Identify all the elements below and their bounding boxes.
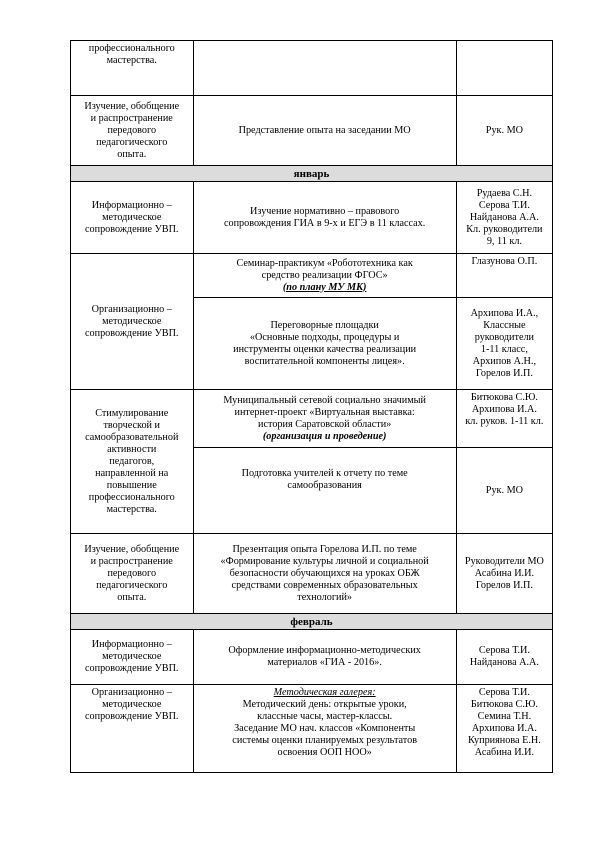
cell-line: безопасности обучающихся на уроках ОБЖ [229, 567, 420, 579]
cell-line: инструменты оценки качества реализации [233, 343, 417, 355]
activity-cell [193, 390, 456, 448]
activity-cell [193, 298, 456, 390]
cell-line: педагогического [96, 579, 168, 591]
direction-cell [71, 390, 194, 534]
cell-line: Изучение, обобщение [84, 100, 180, 112]
cell-line: кл. руков. 1-11 кл. [465, 416, 544, 427]
cell-line: Методический день: открытые уроки, [242, 699, 407, 710]
month-label: февраль [71, 614, 553, 630]
cell-line: сопровождения ГИА в 9-х и ЕГЭ в 11 классах. [223, 217, 426, 229]
cell-line: Архипова И.А., [470, 307, 539, 319]
cell-line: Изучение, обобщение [84, 543, 180, 555]
cell-line: Переговорные площадки [270, 319, 379, 331]
cell-line: Битюкова С.Ю. [470, 392, 538, 403]
cell-line: Асабина И.И. [474, 567, 535, 579]
direction-cell [71, 41, 194, 96]
cell-line: Руководители МО [464, 555, 544, 567]
cell-line: повышение [106, 479, 157, 491]
cell-line: материалов «ГИА - 2016». [267, 657, 382, 668]
activity-cell [193, 534, 456, 614]
direction-cell [71, 685, 194, 773]
month-row [71, 614, 553, 630]
cell-line: история Саратовской области» [258, 418, 392, 430]
activity-cell [193, 96, 456, 166]
cell-line: Презентация опыта Горелова И.П. по теме [232, 543, 417, 555]
table-row [71, 41, 553, 96]
cell-line: технологий» [297, 591, 352, 603]
cell-line: Стимулирование [95, 407, 169, 419]
table-row [71, 254, 553, 298]
direction-cell [71, 534, 194, 614]
cell-line: Глазунова О.П. [471, 256, 538, 267]
cell-line: классные часы, мастер-классы. [257, 711, 393, 722]
table-row [71, 96, 553, 166]
cell-line: «Формирование культуры личной и социальной [220, 555, 429, 567]
responsible-cell [456, 96, 552, 166]
direction-cell [71, 182, 194, 254]
cell-line: педагогического [96, 136, 168, 148]
cell-line: Битюкова С.Ю. [470, 699, 538, 710]
cell-line: педагогов, [109, 455, 155, 467]
cell-line: сопровождение УВП. [85, 711, 179, 722]
cell-line: методическое [102, 699, 162, 710]
cell-line: средство реализации ФГОС» [261, 269, 388, 281]
cell-line: Муниципальный сетевой социально значимый [223, 394, 426, 406]
table-row [71, 630, 553, 685]
responsible-cell [456, 448, 552, 534]
cell-line: самообразования [287, 480, 362, 491]
cell-line: Изучение нормативно – правового [250, 205, 400, 217]
activity-cell [193, 630, 456, 685]
cell-line: методическое [102, 315, 162, 327]
direction-cell [71, 630, 194, 685]
cell-line: Асабина И.И. [474, 747, 535, 758]
direction-cell [71, 96, 194, 166]
cell-line: сопровождение УВП. [85, 663, 179, 674]
cell-line: опыта. [117, 148, 147, 160]
responsible-cell [456, 41, 552, 96]
cell-line: 1-11 класс, [480, 343, 528, 355]
cell-line: творческой и [103, 419, 161, 431]
table-row [71, 534, 553, 614]
cell-line: Подготовка учителей к отчету по теме [241, 468, 408, 479]
responsible-cell [456, 254, 552, 298]
cell-line: «Основные подходы, процедуры и [249, 331, 400, 343]
cell-note: (по плану МУ МК) [282, 281, 367, 293]
cell-line: Кл. руководители [466, 223, 543, 235]
cell-line: Найданова А.А. [469, 657, 539, 668]
cell-line: Классные [483, 319, 526, 331]
cell-line: Заседание МО нач. классов «Компоненты [234, 723, 416, 734]
cell-line: 9, 11 кл. [486, 235, 522, 247]
responsible-cell [456, 534, 552, 614]
cell-line: Серова Т.И. [478, 645, 530, 656]
activity-cell [193, 254, 456, 298]
responsible-cell [456, 390, 552, 448]
cell-line: Рук. МО [485, 124, 523, 136]
cell-line: самообразовательной [85, 431, 179, 443]
cell-line: и распространение [90, 555, 173, 567]
cell-line: освоения ООП НОО» [277, 747, 372, 758]
cell-line: мастерства. [106, 55, 157, 66]
cell-line: воспитательной компоненты лицея». [244, 355, 405, 367]
cell-line: мастерства. [106, 503, 157, 515]
cell-line: Серова Т.И. [478, 687, 530, 698]
cell-line: и распространение [90, 112, 173, 124]
cell-line: Архипова И.А. [471, 723, 537, 734]
month-label: январь [71, 166, 553, 182]
cell-line: опыта. [117, 591, 147, 603]
direction-cell [71, 254, 194, 390]
cell-line: Архипова И.А. [471, 404, 537, 415]
cell-line: методическое [102, 211, 162, 223]
table-row [71, 685, 553, 773]
cell-line: руководители [474, 331, 535, 343]
cell-line: Рук. МО [485, 484, 523, 496]
cell-line: Представление опыта на заседании МО [238, 124, 411, 136]
cell-line: направленной на [95, 467, 169, 479]
cell-line: Куприянова Е.Н. [468, 735, 541, 746]
activity-cell [193, 182, 456, 254]
cell-line: Горелов И.П. [475, 579, 533, 591]
table-row [71, 182, 553, 254]
cell-line: средствами современных образовательных [231, 579, 418, 591]
cell-note: (организация и проведение) [262, 430, 387, 442]
responsible-cell [456, 630, 552, 685]
cell-line: передового [107, 567, 157, 579]
cell-line: Оформление информационно-методических [228, 645, 421, 656]
activity-cell [193, 448, 456, 534]
cell-line: Рудаева С.Н. [476, 187, 533, 199]
cell-line: Информационно – [91, 199, 172, 211]
cell-line: профессионального [88, 43, 175, 54]
cell-line: Серова Т.И. [478, 199, 530, 211]
cell-line: Семинар-практикум «Робототехника как [236, 257, 413, 269]
cell-line: интернет-проект «Виртуальная выставка: [234, 406, 415, 418]
activity-cell [193, 685, 456, 773]
cell-line: Организационно – [91, 303, 172, 315]
cell-title: Методическая галерея: [273, 687, 376, 698]
responsible-cell [456, 182, 552, 254]
table-row [71, 390, 553, 448]
cell-line: профессионального [88, 491, 175, 503]
responsible-cell [456, 298, 552, 390]
cell-line: Информационно – [91, 639, 172, 650]
cell-line: Найданова А.А. [469, 211, 539, 223]
cell-line: Архипов А.Н., [472, 355, 537, 367]
month-row [71, 166, 553, 182]
cell-line: передового [107, 124, 157, 136]
cell-line: сопровождение УВП. [85, 327, 179, 339]
cell-line: системы оценки планируемых результатов [232, 735, 417, 746]
responsible-cell [456, 685, 552, 773]
cell-line: сопровождение УВП. [85, 223, 179, 235]
cell-line: активности [107, 443, 157, 455]
activity-cell [193, 41, 456, 96]
cell-line: Семина Т.Н. [477, 711, 532, 722]
cell-line: Горелов И.П. [475, 367, 533, 379]
cell-line: Организационно – [91, 687, 172, 698]
cell-line: методическое [102, 651, 162, 662]
plan-table [70, 40, 553, 773]
